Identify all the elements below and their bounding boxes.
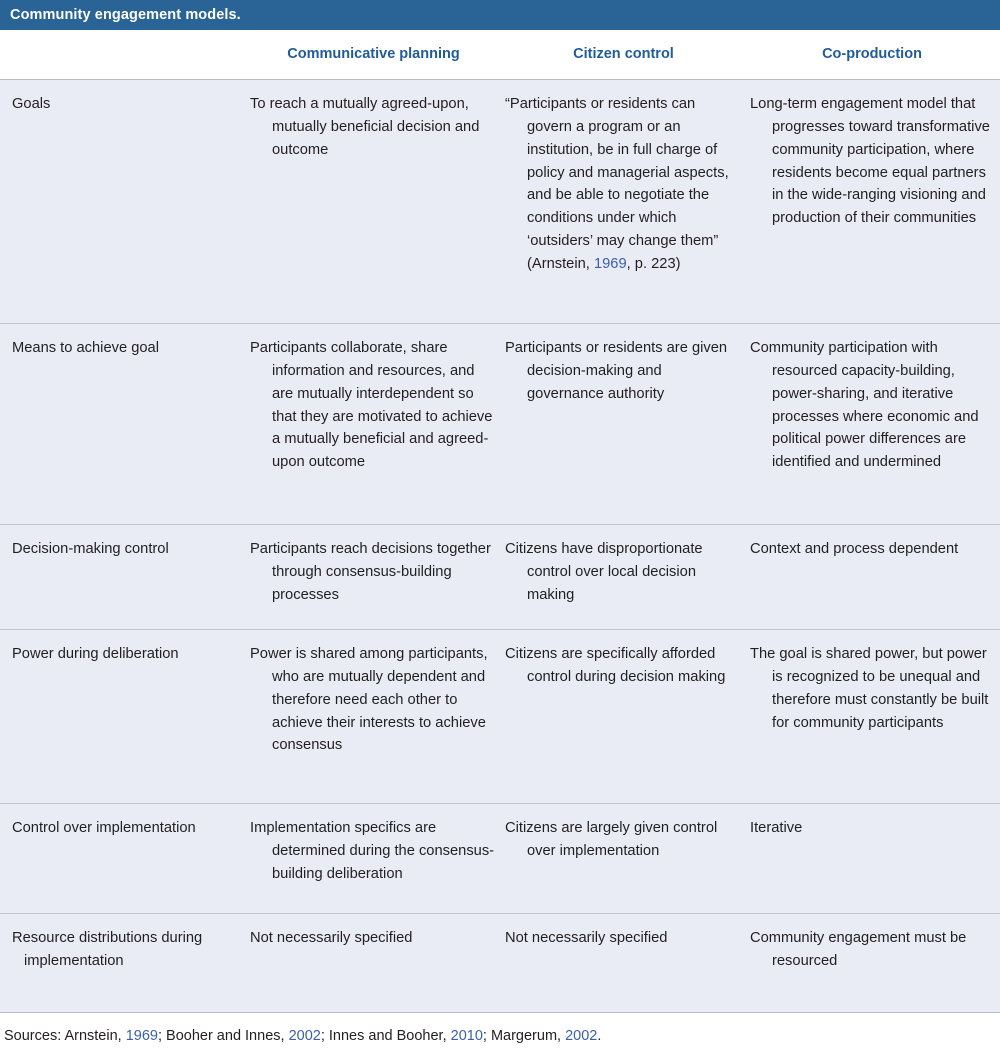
sources-note <box>4 1028 601 1045</box>
source-link-innes-booher-2010[interactable]: 2010 <box>450 1028 483 1045</box>
column-header-co-production: Co-production <box>822 46 922 63</box>
row-label-decision-making-control: Decision-making control <box>12 541 169 557</box>
table-footer <box>0 1013 1000 1061</box>
table-row <box>0 630 1000 803</box>
table-row <box>0 914 1000 998</box>
cell-text-post: , p. 223) <box>626 256 681 273</box>
table-body <box>0 80 1000 1012</box>
source-link-arnstein-1969[interactable]: 1969 <box>125 1028 158 1045</box>
row-label-power-during-deliberation: Power during deliberation <box>12 646 179 662</box>
table-row <box>0 324 1000 524</box>
sources-mid-2: ; Innes and Booher, <box>320 1028 451 1045</box>
cell-goals-communicative-planning: To reach a mutually agreed-upon, mutually beneficial decision and outcome <box>250 96 480 158</box>
table-header-row <box>0 30 1000 79</box>
cell-means-co-production: Community participation with resourced capacity-building, power-sharing, and iterative processes where economic and political power differences are identified and undermined <box>750 340 979 471</box>
cell-resource-communicative-planning: Not necessarily specified <box>250 930 413 946</box>
cell-resource-co-production: Community engagement must be resourced <box>750 930 967 969</box>
cell-control-communicative-planning: Implementation specifics are determined during the consensus-building deliberation <box>250 820 495 882</box>
citation-link-1969[interactable]: 1969 <box>593 256 627 273</box>
cell-resource-citizen-control: Not necessarily specified <box>505 930 668 946</box>
sources-mid-3: ; Margerum, <box>482 1028 566 1045</box>
sources-prefix: Sources: Arnstein, <box>4 1028 126 1045</box>
table-caption-title: Community engagement models. <box>10 6 241 23</box>
row-label-control-over-implementation: Control over implementation <box>12 820 196 836</box>
row-label-goals: Goals <box>12 96 51 112</box>
table-row <box>0 525 1000 629</box>
cell-power-citizen-control: Citizens are specifically afforded control during decision making <box>505 646 726 685</box>
cell-control-citizen-control: Citizens are largely given control over implementation <box>505 820 718 859</box>
cell-power-co-production: The goal is shared power, but power is recognized to be unequal and therefore must constantly be built for community participants <box>750 646 989 731</box>
source-link-booher-innes-2002[interactable]: 2002 <box>288 1028 321 1045</box>
cell-power-communicative-planning: Power is shared among participants, who are mutually dependent and therefore need each other to achieve their interests to achieve consensus <box>250 646 488 754</box>
table-row <box>0 80 1000 323</box>
cell-decision-citizen-control: Citizens have disproportionate control over local decision making <box>505 541 703 603</box>
row-label-means-to-achieve-goal: Means to achieve goal <box>12 340 159 356</box>
table-row <box>0 804 1000 913</box>
sources-mid-1: ; Booher and Innes, <box>157 1028 289 1045</box>
table-caption-bar <box>0 0 1000 30</box>
cell-text-pre: “Participants or residents can govern a program or an institution, be in full charge of policy and managerial aspects, and be able to negotiate the conditions under which ‘outsiders’ may change them” (Arnstein, <box>505 96 729 273</box>
cell-goals-co-production: Long-term engagement model that progresses toward transformative community participation, where residents become equal partners in the wide-ranging visioning and production of their communities <box>750 96 990 227</box>
cell-decision-communicative-planning: Participants reach decisions together through consensus-building processes <box>250 541 491 603</box>
cell-means-citizen-control: Participants or residents are given decision-making and governance authority <box>505 340 728 402</box>
column-header-citizen-control: Citizen control <box>573 46 674 63</box>
cell-control-co-production: Iterative <box>750 820 803 836</box>
cell-means-communicative-planning: Participants collaborate, share information and resources, and are mutually interdependent so that they are motivated to achieve a mutually beneficial and agreed-upon outcome <box>250 340 493 471</box>
row-label-resource-distributions: Resource distributions during implementation <box>12 930 203 969</box>
column-header-communicative-planning: Communicative planning <box>287 46 460 63</box>
cell-goals-citizen-control <box>505 80 750 286</box>
cell-decision-co-production: Context and process dependent <box>750 541 959 557</box>
sources-suffix: . <box>597 1028 602 1045</box>
source-link-margerum-2002[interactable]: 2002 <box>565 1028 598 1045</box>
